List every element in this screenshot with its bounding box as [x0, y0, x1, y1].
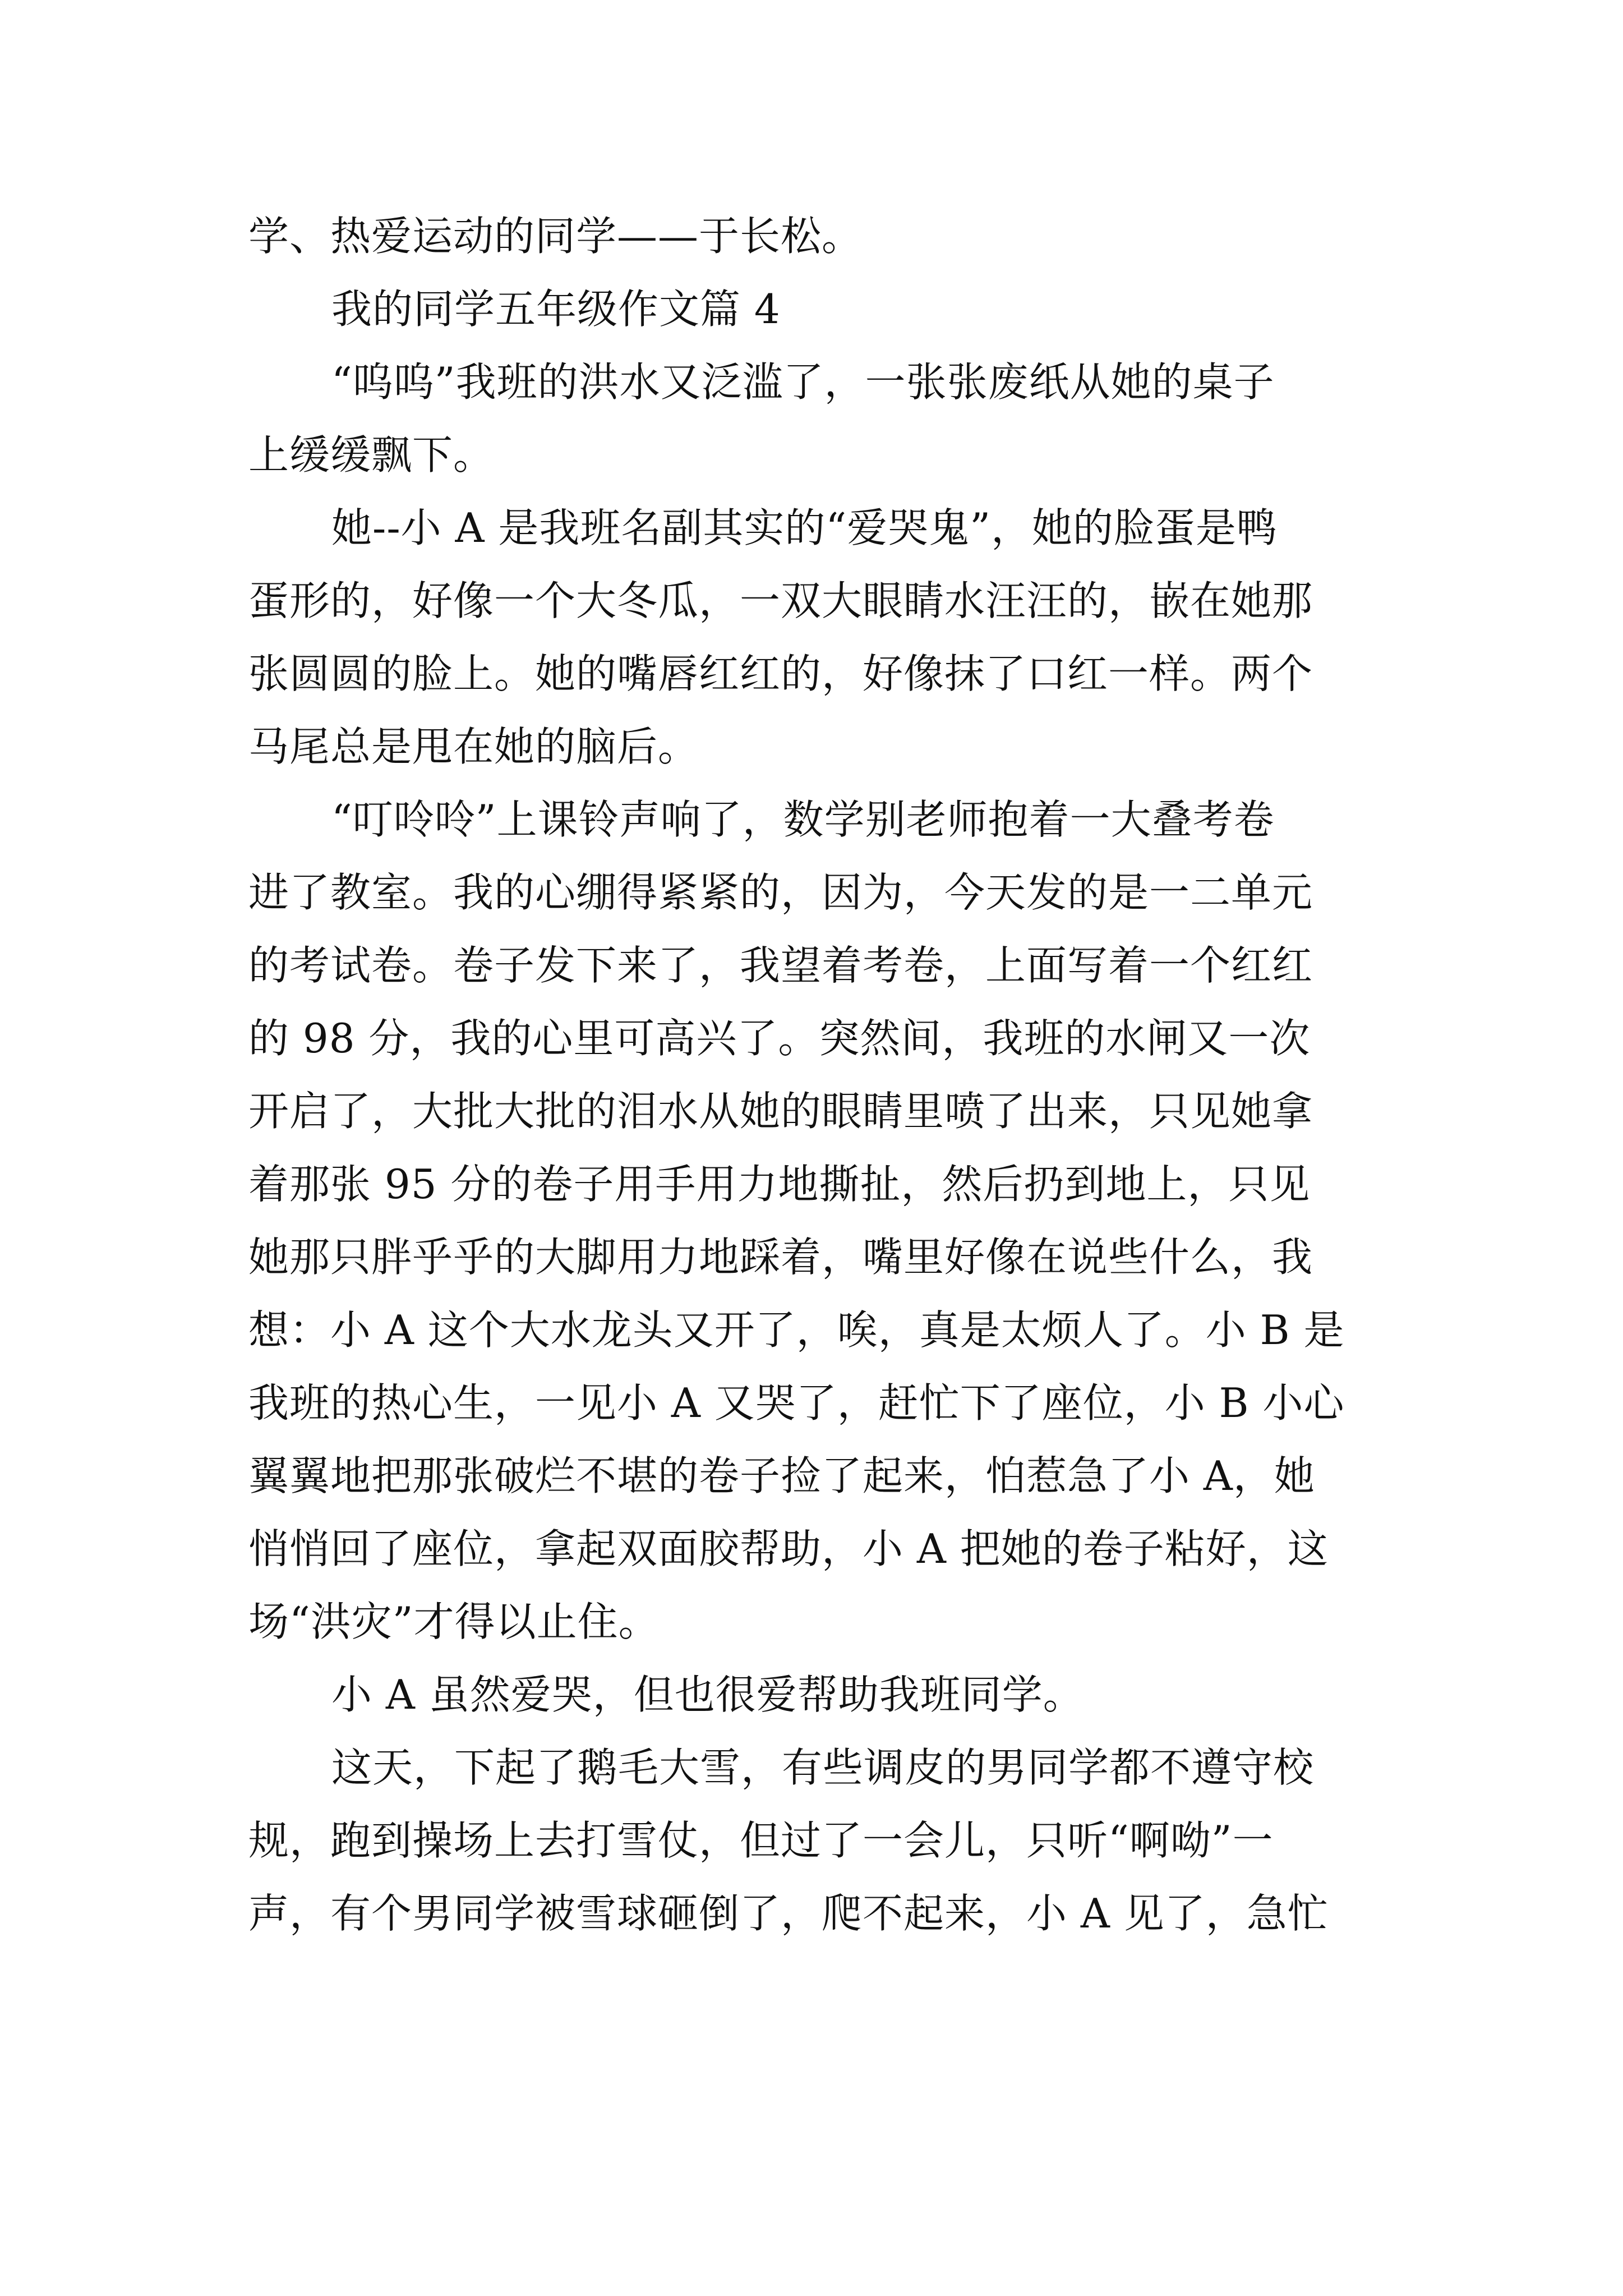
- text-line: “呜呜”我班的洪水又泛滥了，一张张废纸从她的桌子: [331, 358, 1275, 406]
- text-line: 小 A 虽然爱哭，但也很爱帮助我班同学。: [331, 1671, 1084, 1718]
- text-line: “叮呤呤”上课铃声响了，数学别老师抱着一大叠考卷: [331, 796, 1275, 843]
- text-line: 悄悄回了座位，拿起双面胶帮助，小 A 把她的卷子粘好，这: [248, 1525, 1329, 1572]
- text-line: 她那只胖乎乎的大脚用力地踩着，嘴里好像在说些什么，我: [248, 1234, 1313, 1281]
- essay-body: [248, 200, 1387, 1950]
- text-line: 的考试卷。卷子发下来了，我望着考卷，上面写着一个红红: [248, 942, 1313, 989]
- text-line: 她--小 A 是我班名副其实的“爱哭鬼”，她的脸蛋是鸭: [331, 504, 1278, 551]
- text-line: 进了教室。我的心绷得紧紧的，因为，今天发的是一二单元: [248, 869, 1313, 916]
- text-line: 开启了，大批大批的泪水从她的眼睛里喷了出来，只见她拿: [248, 1088, 1313, 1135]
- text-line: 学、热爱运动的同学——于长松。: [248, 213, 863, 260]
- text-line: 蛋形的，好像一个大冬瓜，一双大眼睛水汪汪的，嵌在她那: [248, 577, 1313, 624]
- text-line: 这天，下起了鹅毛大雪，有些调皮的男同学都不遵守校: [331, 1744, 1315, 1791]
- text-line: 的 98 分，我的心里可高兴了。突然间，我班的水闸又一次: [248, 1015, 1311, 1062]
- text-line: 着那张 95 分的卷子用手用力地撕扯，然后扔到地上，只见: [248, 1161, 1311, 1208]
- text-line: 我班的热心生，一见小 A 又哭了，赶忙下了座位，小 B 小心: [248, 1379, 1345, 1427]
- text-line: 张圆圆的脸上。她的嘴唇红红的，好像抹了口红一样。两个: [248, 650, 1313, 697]
- text-line: 马尾总是甩在她的脑后。: [248, 723, 699, 770]
- text-line: 想：小 A 这个大水龙头又开了，唉，真是太烦人了。小 B 是: [248, 1306, 1345, 1354]
- text-line: 场“洪灾”才得以止住。: [248, 1598, 660, 1645]
- text-line: 规，跑到操场上去打雪仗，但过了一会儿，只听“啊呦”一: [248, 1817, 1274, 1864]
- text-line: 声，有个男同学被雪球砸倒了，爬不起来，小 A 见了，急忙: [248, 1890, 1329, 1937]
- text-line: 翼翼地把那张破烂不堪的卷子捡了起来，怕惹急了小 A，她: [248, 1452, 1315, 1499]
- section-heading: 我的同学五年级作文篇 4: [331, 286, 781, 333]
- text-line: 上缓缓飘下。: [248, 431, 495, 478]
